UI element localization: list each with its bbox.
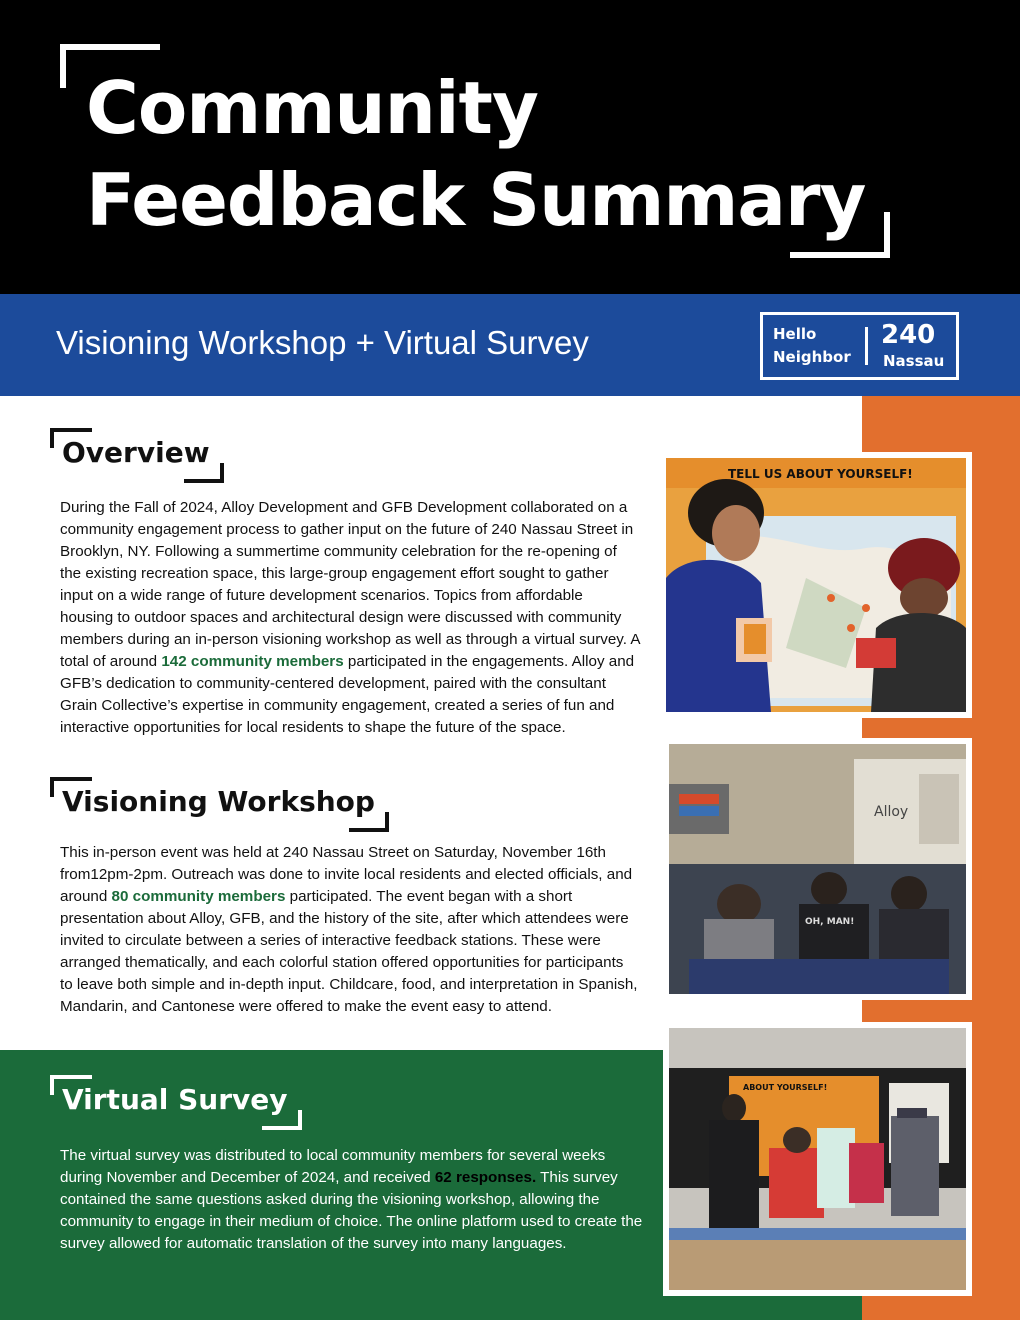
photo-feedback-stations-image	[669, 1028, 966, 1290]
title-line-2: Feedback Summary	[86, 158, 866, 242]
survey-paragraph	[60, 1145, 645, 1255]
hello-neighbor-logo	[760, 312, 959, 380]
survey-text-1: The virtual survey was distributed to local community members for several weeks during November and December of 2024, and received	[60, 1147, 606, 1186]
photo-feedback-stations	[663, 1022, 972, 1296]
logo-number: 240	[881, 320, 936, 350]
survey-bracket-top	[50, 1075, 92, 1095]
survey-highlight: 62 responses.	[434, 1169, 537, 1186]
title-bracket-bottom-right	[790, 212, 890, 258]
overview-bracket-top	[50, 428, 92, 448]
photo-map-activity-image	[666, 458, 966, 712]
survey-text-2: This survey contained the same questions asked during the visioning workshop, allowing the community to engage in their medium of choice. The online platform used to create the survey allowed for automatic translation of the survey into many languages.	[60, 1169, 643, 1252]
overview-heading	[62, 436, 210, 469]
workshop-heading-text: Visioning Workshop	[62, 785, 375, 818]
photo-presentation	[663, 738, 972, 1000]
logo-neighbor: Neighbor	[773, 348, 851, 366]
workshop-paragraph	[60, 842, 640, 1018]
title-banner	[0, 0, 1020, 294]
title-line-1: Community	[86, 66, 538, 150]
workshop-bracket-bottom	[349, 812, 389, 832]
workshop-text-1: This in-person event was held at 240 Nassau Street on Saturday, November 16th from12pm-2pm. Outreach was done to invite local residents and elected officials, and around	[60, 844, 633, 905]
overview-text-2: participated in the engagements. Alloy and GFB’s dedication to community-centered development, paired with the consultant Grain Collective’s expertise in community engagement, created a series of fun and interactive opportunities for local residents to shape the future of the space.	[60, 653, 635, 736]
logo-left-text	[773, 323, 851, 369]
overview-bracket-bottom	[184, 463, 224, 483]
photo-presentation-image	[669, 744, 966, 994]
logo-divider	[865, 327, 868, 365]
workshop-heading	[62, 785, 375, 818]
photo2-shirt-text: OH, MAN!	[805, 917, 855, 927]
photo3-sign-text: ABOUT YOURSELF!	[743, 1083, 828, 1092]
survey-bracket-bottom	[262, 1110, 302, 1130]
photo2-screen-text: Alloy	[874, 804, 909, 820]
page-title	[86, 62, 865, 246]
page-subtitle: Visioning Workshop + Virtual Survey	[56, 324, 589, 361]
photo1-sign-text: TELL US ABOUT YOURSELF!	[728, 467, 913, 481]
workshop-highlight: 80 community members	[111, 888, 286, 905]
photo-map-activity	[660, 452, 972, 718]
logo-hello: Hello	[773, 325, 817, 343]
workshop-text-2: participated. The event began with a short presentation about Alloy, GFB, and the history of the site, after which attendees were invited to circulate between a series of interactive feedback stations. These were arranged thematically, and each colorful station offered opportunities for participants to leave both simple and in-depth input. Childcare, food, and interpretation in Spanish, Mandarin, and Cantonese were offered to make the event easy to attend.	[60, 888, 638, 1015]
overview-heading-text: Overview	[62, 436, 210, 469]
logo-street: Nassau	[883, 352, 945, 370]
overview-text-1: During the Fall of 2024, Alloy Development and GFB Development collaborated on a community engagement process to gather input on the future of 240 Nassau Street in Brooklyn, NY. Following a summertime community celebration for the re-opening of the existing recreation space, this large-group engagement effort sought to gather input on a wide range of future development scenarios. Topics from affordable housing to outdoor spaces and architectural design were discussed with community members during an in-person visioning workshop as well as through a virtual survey. A total of around	[60, 499, 640, 670]
workshop-bracket-top	[50, 777, 92, 797]
survey-heading	[62, 1083, 288, 1116]
subtitle-band	[0, 294, 1020, 396]
overview-paragraph	[60, 497, 640, 739]
overview-highlight: 142 community members	[161, 653, 344, 670]
survey-heading-text: Virtual Survey	[62, 1083, 288, 1116]
